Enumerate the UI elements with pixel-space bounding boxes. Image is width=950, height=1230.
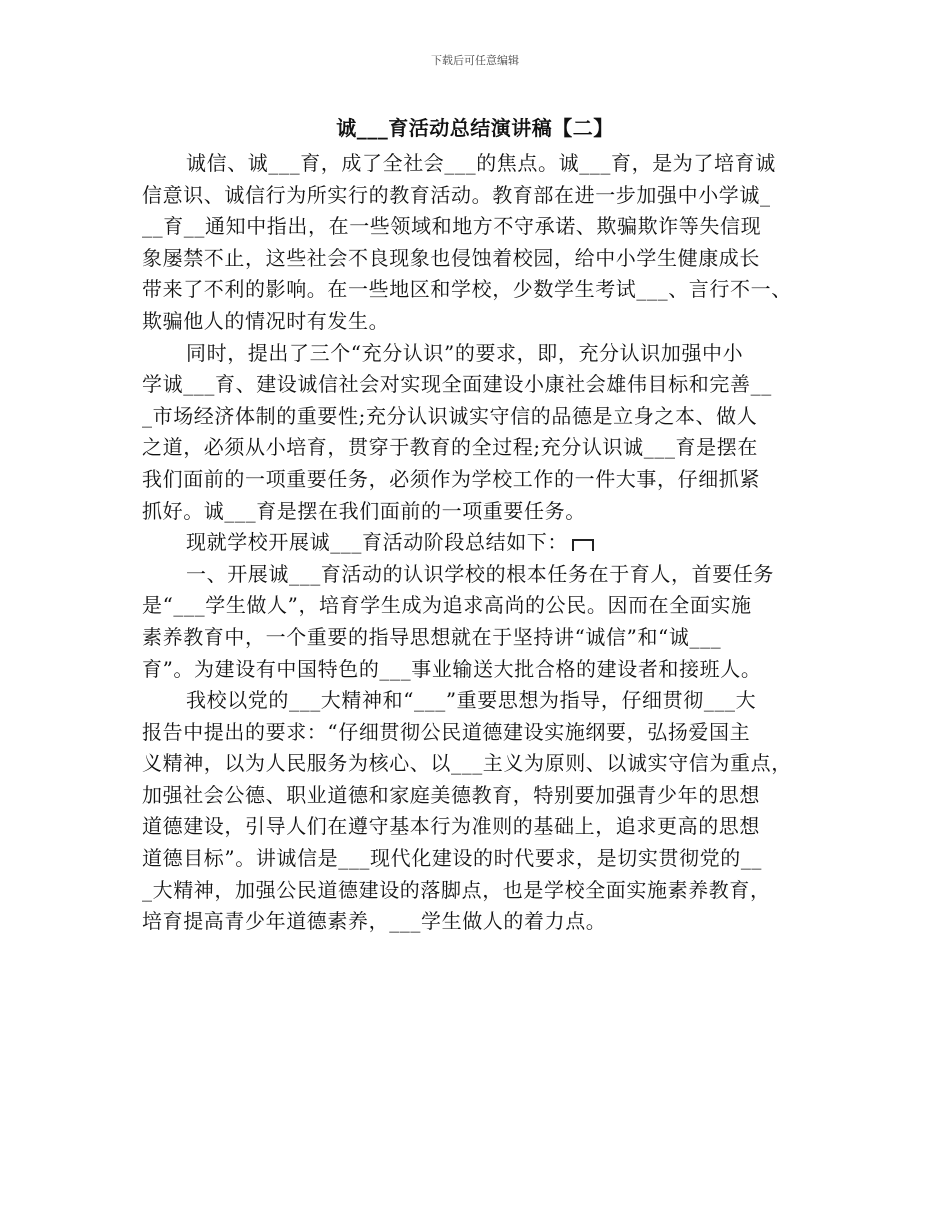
text-line: 一、开展诚___育活动的认识学校的根本任务在于育人，首要任务 — [186, 561, 774, 586]
text-line: _大精神，加强公民道德建设的落脚点，也是学校全面实施素养教育， — [142, 877, 771, 902]
text-line: 诚信、诚___育，成了全社会___的焦点。诚___育，是为了培育诚 — [186, 151, 776, 175]
document-title: 诚___育活动总结演讲稿【二】 — [336, 116, 614, 140]
text-line: 素养教育中，一个重要的指导思想就在于坚持讲“诚信”和“诚___ — [142, 624, 722, 649]
text-line: 我们面前的一项重要任务，必须作为学校工作的一件大事，仔细抓紧 — [142, 466, 760, 491]
text-line: __育__通知中指出，在一些领域和地方不守承诺、欺骗欺诈等失信现 — [142, 214, 762, 239]
paragraph-3 — [142, 527, 818, 559]
text-line: 加强社会公德、职业道德和家庭美德教育，特别要加强青少年的思想 — [142, 782, 760, 807]
text-line: 育”。为建设有中国特色的___事业输送大批合格的建设者和接班人。 — [142, 656, 762, 681]
text-line: 带来了不利的影响。在一些地区和学校，少数学生考试___、言行不一、 — [142, 277, 792, 302]
text-line: 欺骗他人的情况时有发生。 — [142, 308, 390, 333]
bracket-mark-icon — [572, 539, 594, 551]
text-line: 培育提高青少年道德素养，___学生做人的着力点。 — [142, 909, 607, 934]
text-line: 报告中提出的要求：“仔细贯彻公民道德建设实施纲要，弘扬爱国主 — [142, 719, 751, 744]
text-line-content: 现就学校开展诚___育活动阶段总结如下： — [186, 530, 568, 555]
text-line: 道德建设，引导人们在遵守基本行为准则的基础上，追求更高的思想 — [142, 814, 760, 839]
text-line: 之道，必须从小培育，贯穿于教育的全过程;充分认识诚___育是摆在 — [142, 435, 758, 460]
text-line: 是“___学生做人”，培育学生成为追求高尚的公民。因而在全面实施 — [142, 593, 752, 618]
paragraph-2 — [142, 338, 818, 528]
text-line: 义精神，以为人民服务为核心、以___主义为原则、以诚实守信为重点， — [142, 751, 792, 776]
text-line: 学诚___育、建设诚信社会对实现全面建设小康社会雄伟目标和完善__ — [142, 372, 772, 397]
paragraph-5 — [142, 685, 818, 938]
text-line: 象屡禁不止，这些社会不良现象也侵蚀着校园，给中小学生健康成长 — [142, 245, 760, 270]
text-line — [142, 527, 818, 559]
text-line: 信意识、诚信行为所实行的教育活动。教育部在进一步加强中小学诚_ — [142, 182, 771, 207]
paragraph-4 — [142, 559, 818, 685]
text-line: 同时，提出了三个“充分认识”的要求，即，充分认识加强中小 — [186, 340, 744, 365]
document-body — [142, 148, 818, 938]
text-line: _市场经济体制的重要性;充分认识诚实守信的品德是立身之本、做人 — [142, 403, 758, 428]
text-line: 抓好。诚___育是摆在我们面前的一项重要任务。 — [142, 498, 586, 523]
header-note: 下载后可任意编辑 — [431, 54, 519, 67]
paragraph-1 — [142, 148, 818, 338]
text-line: 道德目标”。讲诚信是___现代化建设的时代要求，是切实贯彻党的__ — [142, 846, 763, 871]
text-line: 我校以党的___大精神和“___”重要思想为指导，仔细贯彻___大 — [186, 688, 757, 713]
